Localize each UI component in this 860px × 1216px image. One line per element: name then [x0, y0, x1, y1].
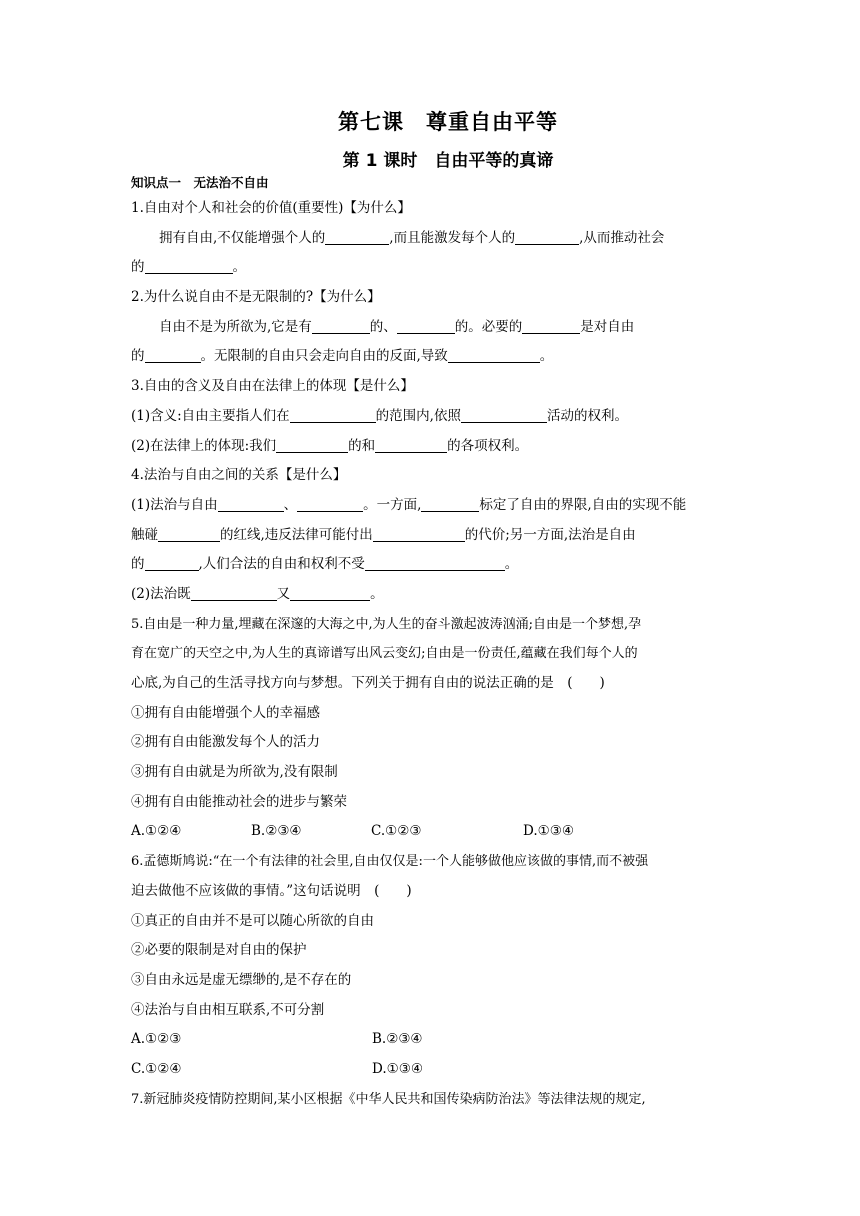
- q4-line-4: [131, 580, 731, 610]
- q6-item-1: ①真正的自由并不是可以随心所欲的自由: [131, 912, 374, 929]
- text: 的: [131, 259, 145, 276]
- text: 的各项权利。: [447, 437, 529, 454]
- option-b[interactable]: B.②③④: [372, 1031, 423, 1048]
- q4-line-2: [131, 521, 731, 551]
- q2-heading: 2.为什么说自由不是无限制的?【为什么】: [131, 289, 381, 306]
- q2-line-1: [131, 313, 731, 343]
- text: 活动的权利。: [546, 407, 628, 424]
- q5-stem-line-1: 5.自由是一种力量,埋藏在深邃的大海之中,为人生的奋斗激起波涛汹涌;自由是一个梦想,孕: [131, 616, 642, 632]
- text: 的: [131, 556, 145, 573]
- q1-line-1: [131, 224, 731, 254]
- q7-stem-line-1: 7.新冠肺炎疫情防控期间,某小区根据《中华人民共和国传染病防治法》等法律法规的规定,: [131, 1091, 646, 1107]
- q6-stem-line-2: 迫去做他不应该做的事情。”这句话说明 ( ): [131, 882, 412, 899]
- q6-item-2: ②必要的限制是对自由的保护: [131, 942, 307, 959]
- text: 又: [276, 585, 291, 602]
- fill-blank[interactable]: [145, 553, 199, 571]
- text: 拥有自由,不仅能增强个人的: [159, 229, 326, 246]
- q3-heading: 3.自由的含义及自由在法律上的体现【是什么】: [131, 378, 414, 395]
- q1-heading: 1.自由对个人和社会的价值(重要性)【为什么】: [131, 200, 411, 216]
- text: 。: [232, 259, 246, 276]
- text: (2)法治既: [131, 585, 191, 602]
- text: 的红线,违反法律可能付出: [220, 526, 373, 543]
- text: 的范围内,依照: [375, 407, 461, 424]
- fill-blank[interactable]: [218, 494, 284, 512]
- lesson-subtitle: 第 1 课时 自由平等的真谛: [342, 151, 554, 171]
- q6-item-3: ③自由永远是虚无缥缈的,是不存在的: [131, 971, 352, 988]
- fill-blank[interactable]: [290, 583, 370, 601]
- text: 的、: [369, 318, 397, 335]
- fill-blank[interactable]: [158, 524, 220, 542]
- fill-blank[interactable]: [373, 524, 465, 542]
- text: ,而且能激发每个人的: [389, 229, 516, 246]
- q1-line-2: [131, 253, 731, 283]
- q5-item-1: ①拥有自由能增强个人的幸福感: [131, 704, 320, 721]
- q4-line-1: [131, 491, 731, 521]
- q6-item-4: ④法治与自由相互联系,不可分割: [131, 1001, 325, 1018]
- text: 标定了自由的界限,自由的实现不能: [479, 496, 687, 513]
- option-c[interactable]: C.①②③: [371, 823, 422, 840]
- lesson-title: 第七课 尊重自由平等: [338, 110, 558, 134]
- option-a[interactable]: A.①②④: [131, 823, 182, 840]
- text: ,从而推动社会: [579, 229, 665, 246]
- q6-options-row-1: [131, 1025, 731, 1055]
- fill-blank[interactable]: [448, 345, 540, 363]
- fill-blank[interactable]: [461, 405, 547, 423]
- q3-line-1: [131, 402, 731, 432]
- q5-item-2: ②拥有自由能激发每个人的活力: [131, 734, 320, 751]
- q4-heading: 4.法治与自由之间的关系【是什么】: [131, 467, 347, 484]
- fill-blank[interactable]: [421, 494, 479, 512]
- fill-blank[interactable]: [365, 553, 505, 571]
- section-heading: 知识点一 无法治不自由: [131, 175, 269, 190]
- text: 。: [539, 348, 554, 365]
- fill-blank[interactable]: [312, 316, 370, 334]
- text: 的和: [348, 437, 376, 454]
- fill-blank[interactable]: [515, 227, 579, 245]
- q6-options-row-2: [131, 1055, 731, 1085]
- text: 自由不是为所欲为,它是有: [159, 318, 312, 335]
- fill-blank[interactable]: [375, 435, 447, 453]
- text: (2)在法律上的体现:我们: [131, 437, 277, 454]
- option-d[interactable]: D.①③④: [523, 823, 574, 840]
- fill-blank[interactable]: [276, 435, 348, 453]
- q5-options: [131, 817, 731, 847]
- fill-blank[interactable]: [191, 583, 277, 601]
- option-c[interactable]: C.①②④: [131, 1060, 182, 1077]
- fill-blank[interactable]: [397, 316, 455, 334]
- fill-blank[interactable]: [325, 227, 389, 245]
- q5-stem-line-2: 育在宽广的天空之中,为人生的真谛谱写出风云变幻;自由是一份责任,蕴藏在我们每个人的: [131, 646, 638, 662]
- option-a[interactable]: A.①②③: [131, 1031, 182, 1048]
- text: 的。必要的: [454, 318, 523, 335]
- text: 、: [283, 496, 298, 513]
- text: 。无限制的自由只会走向自由的反面,导致: [200, 348, 448, 365]
- fill-blank[interactable]: [145, 345, 201, 363]
- text: 的代价;另一方面,法治是自由: [464, 526, 636, 543]
- text: ,人们合法的自由和权利不受: [198, 556, 365, 573]
- text: 。一方面,: [363, 496, 422, 513]
- q3-line-2: [131, 432, 731, 462]
- text: (1)法治与自由: [131, 496, 218, 513]
- q5-stem-line-3: 心底,为自己的生活寻找方向与梦想。下列关于拥有自由的说法正确的是 ( ): [131, 675, 605, 691]
- worksheet-content: [131, 104, 731, 1114]
- text: (1)含义:自由主要指人们在: [131, 407, 290, 424]
- fill-blank[interactable]: [145, 256, 233, 274]
- text: 触碰: [131, 526, 158, 543]
- text: 是对自由: [580, 318, 635, 335]
- fill-blank[interactable]: [522, 316, 580, 334]
- q4-line-3: [131, 550, 731, 580]
- text: 。: [504, 556, 519, 573]
- q5-item-4: ④拥有自由能推动社会的进步与繁荣: [131, 793, 347, 810]
- text: 。: [370, 585, 384, 602]
- q6-stem-line-1: 6.孟德斯鸠说:“在一个有法律的社会里,自由仅仅是:一个人能够做他应该做的事情,而不被强: [131, 854, 649, 870]
- q5-item-3: ③拥有自由就是为所欲为,没有限制: [131, 764, 338, 781]
- fill-blank[interactable]: [297, 494, 363, 512]
- fill-blank[interactable]: [290, 405, 376, 423]
- option-d[interactable]: D.①③④: [372, 1060, 423, 1077]
- option-b[interactable]: B.②③④: [251, 823, 302, 840]
- q2-line-2: [131, 342, 731, 372]
- text: 的: [131, 348, 145, 365]
